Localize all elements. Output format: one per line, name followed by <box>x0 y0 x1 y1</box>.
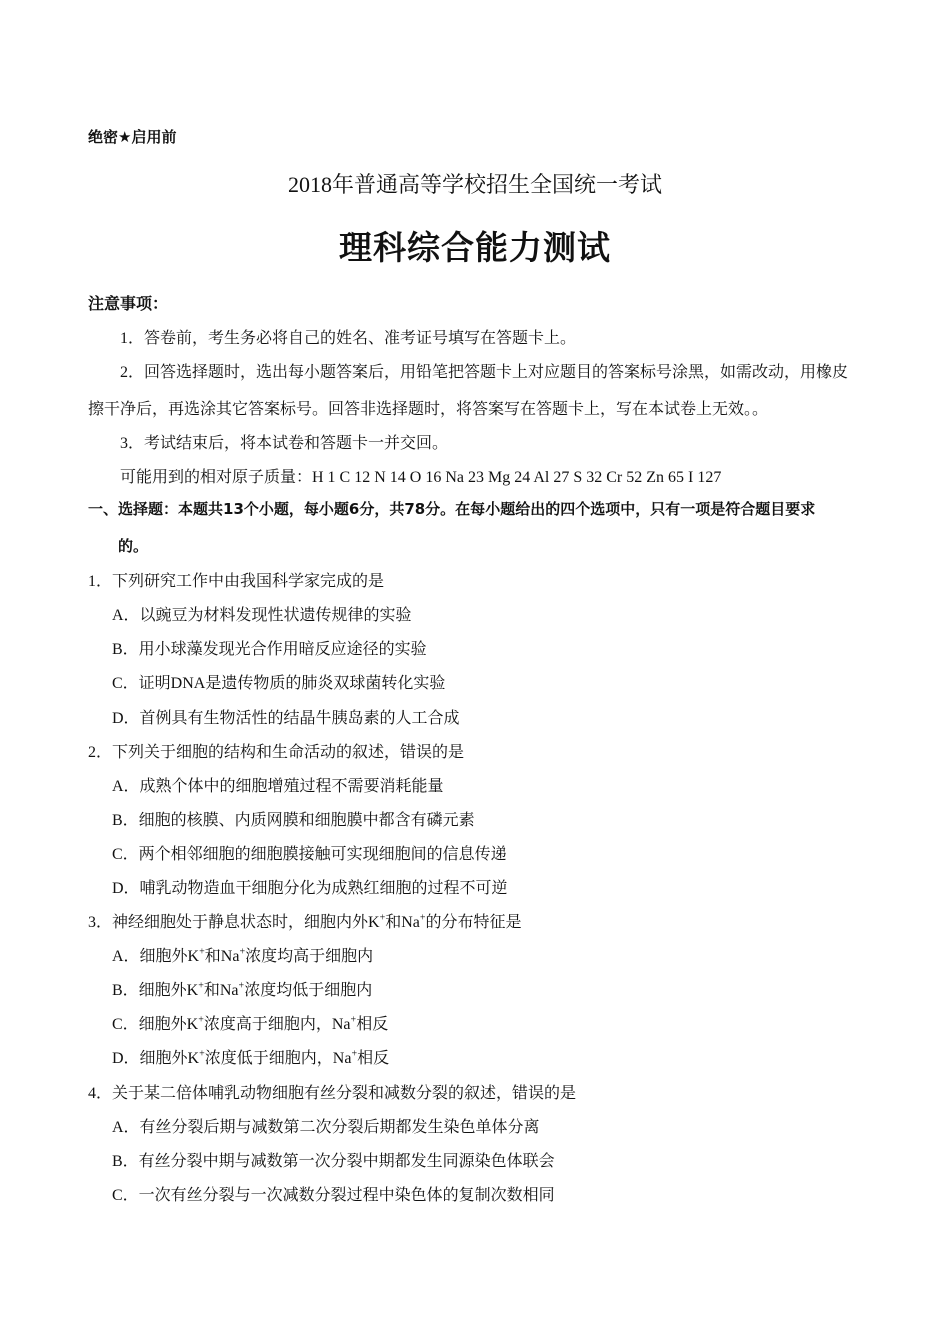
option-text: 和Na <box>203 982 239 999</box>
superscript-plus: + <box>198 980 204 992</box>
question-3-option-a <box>112 943 373 966</box>
section-1-instructions-line-2: 的。 <box>118 537 149 555</box>
option-text: 浓度均高于细胞内 <box>245 948 374 965</box>
superscript-plus: + <box>350 1014 357 1026</box>
option-text: B．细胞外K <box>112 982 199 999</box>
option-text: C．细胞外K <box>112 1016 199 1033</box>
confidential-mark: 绝密★启用前 <box>88 128 177 146</box>
option-text: 浓度低于细胞内，Na <box>204 1050 352 1067</box>
question-1-option-d: D．首例具有生物活性的结晶牛胰岛素的人工合成 <box>112 710 460 727</box>
question-2-option-a: A．成熟个体中的细胞增殖过程不需要消耗能量 <box>112 778 444 795</box>
question-2-stem: 2．下列关于细胞的结构和生命活动的叙述，错误的是 <box>88 744 465 761</box>
question-3-stem-part-2: 和Na <box>385 914 420 931</box>
option-text: A．细胞外K <box>112 948 200 965</box>
option-text: 浓度均低于细胞内 <box>244 982 373 999</box>
question-3-stem <box>88 909 522 932</box>
superscript-plus: + <box>239 946 246 958</box>
superscript-plus: + <box>351 1048 358 1060</box>
question-3-stem-part-3: 的分布特征是 <box>425 914 522 931</box>
option-text: 和Na <box>204 948 240 965</box>
notice-item-1: 1．答卷前，考生务必将自己的姓名、准考证号填写在答题卡上。 <box>120 330 577 347</box>
notice-item-2-line-1: 2．回答选择题时，选出每小题答案后，用铅笔把答题卡上对应题目的答案标号涂黑，如需改动，用橡皮 <box>120 364 849 381</box>
question-4-stem: 4．关于某二倍体哺乳动物细胞有丝分裂和减数分裂的叙述，错误的是 <box>88 1085 577 1102</box>
superscript-plus: + <box>379 912 386 924</box>
superscript-plus: + <box>238 980 245 992</box>
atomic-masses: 可能用到的相对原子质量：H 1 C 12 N 14 O 16 Na 23 Mg 24 Al 27 S 32 Cr 52 Zn 65 I 127 <box>120 469 722 486</box>
question-1-option-b: B．用小球藻发现光合作用暗反应途径的实验 <box>112 641 427 658</box>
question-2-option-c: C．两个相邻细胞的细胞膜接触可实现细胞间的信息传递 <box>112 846 507 863</box>
notice-item-3: 3．考试结束后，将本试卷和答题卡一并交回。 <box>120 435 449 452</box>
notice-item-2-line-2: 擦干净后，再选涂其它答案标号。回答非选择题时，将答案写在答题卡上，写在本试卷上无效。。 <box>88 401 769 418</box>
option-text: 相反 <box>357 1050 390 1067</box>
question-2-option-d: D．哺乳动物造血干细胞分化为成熟红细胞的过程不可逆 <box>112 880 508 897</box>
question-3-stem-part-1: 3．神经细胞处于静息状态时，细胞内外K <box>88 914 380 931</box>
question-1-option-c: C．证明DNA是遗传物质的肺炎双球菌转化实验 <box>112 675 446 692</box>
question-3-option-b <box>112 977 372 1000</box>
superscript-plus: + <box>199 1048 205 1060</box>
option-text: 相反 <box>356 1016 389 1033</box>
superscript-plus: + <box>198 1014 204 1026</box>
superscript-plus: + <box>419 912 426 924</box>
question-4-option-c: C．一次有丝分裂与一次减数分裂过程中染色体的复制次数相同 <box>112 1187 555 1204</box>
paper-title: 理科综合能力测试 <box>339 228 611 267</box>
question-2-option-b: B．细胞的核膜、内质网膜和细胞膜中都含有磷元素 <box>112 812 475 829</box>
question-4-option-a: A．有丝分裂后期与减数第二次分裂后期都发生染色单体分离 <box>112 1119 540 1136</box>
question-1-stem: 1．下列研究工作中由我国科学家完成的是 <box>88 573 385 590</box>
superscript-plus: + <box>199 946 205 958</box>
question-4-option-b: B．有丝分裂中期与减数第一次分裂中期都发生同源染色体联会 <box>112 1153 555 1170</box>
question-3-option-c <box>112 1011 388 1034</box>
question-3-option-d <box>112 1045 389 1068</box>
notice-heading: 注意事项： <box>88 294 169 313</box>
section-1-instructions-line-1: 一、选择题：本题共13个小题，每小题6分，共78分。在每小题给出的四个选项中，只有一项是符合题目要求 <box>88 500 816 518</box>
exam-name: 2018年普通高等学校招生全国统一考试 <box>287 172 662 197</box>
question-1-option-a: A．以豌豆为材料发现性状遗传规律的实验 <box>112 607 412 624</box>
option-text: 浓度高于细胞内，Na <box>203 1016 351 1033</box>
option-text: D．细胞外K <box>112 1050 200 1067</box>
